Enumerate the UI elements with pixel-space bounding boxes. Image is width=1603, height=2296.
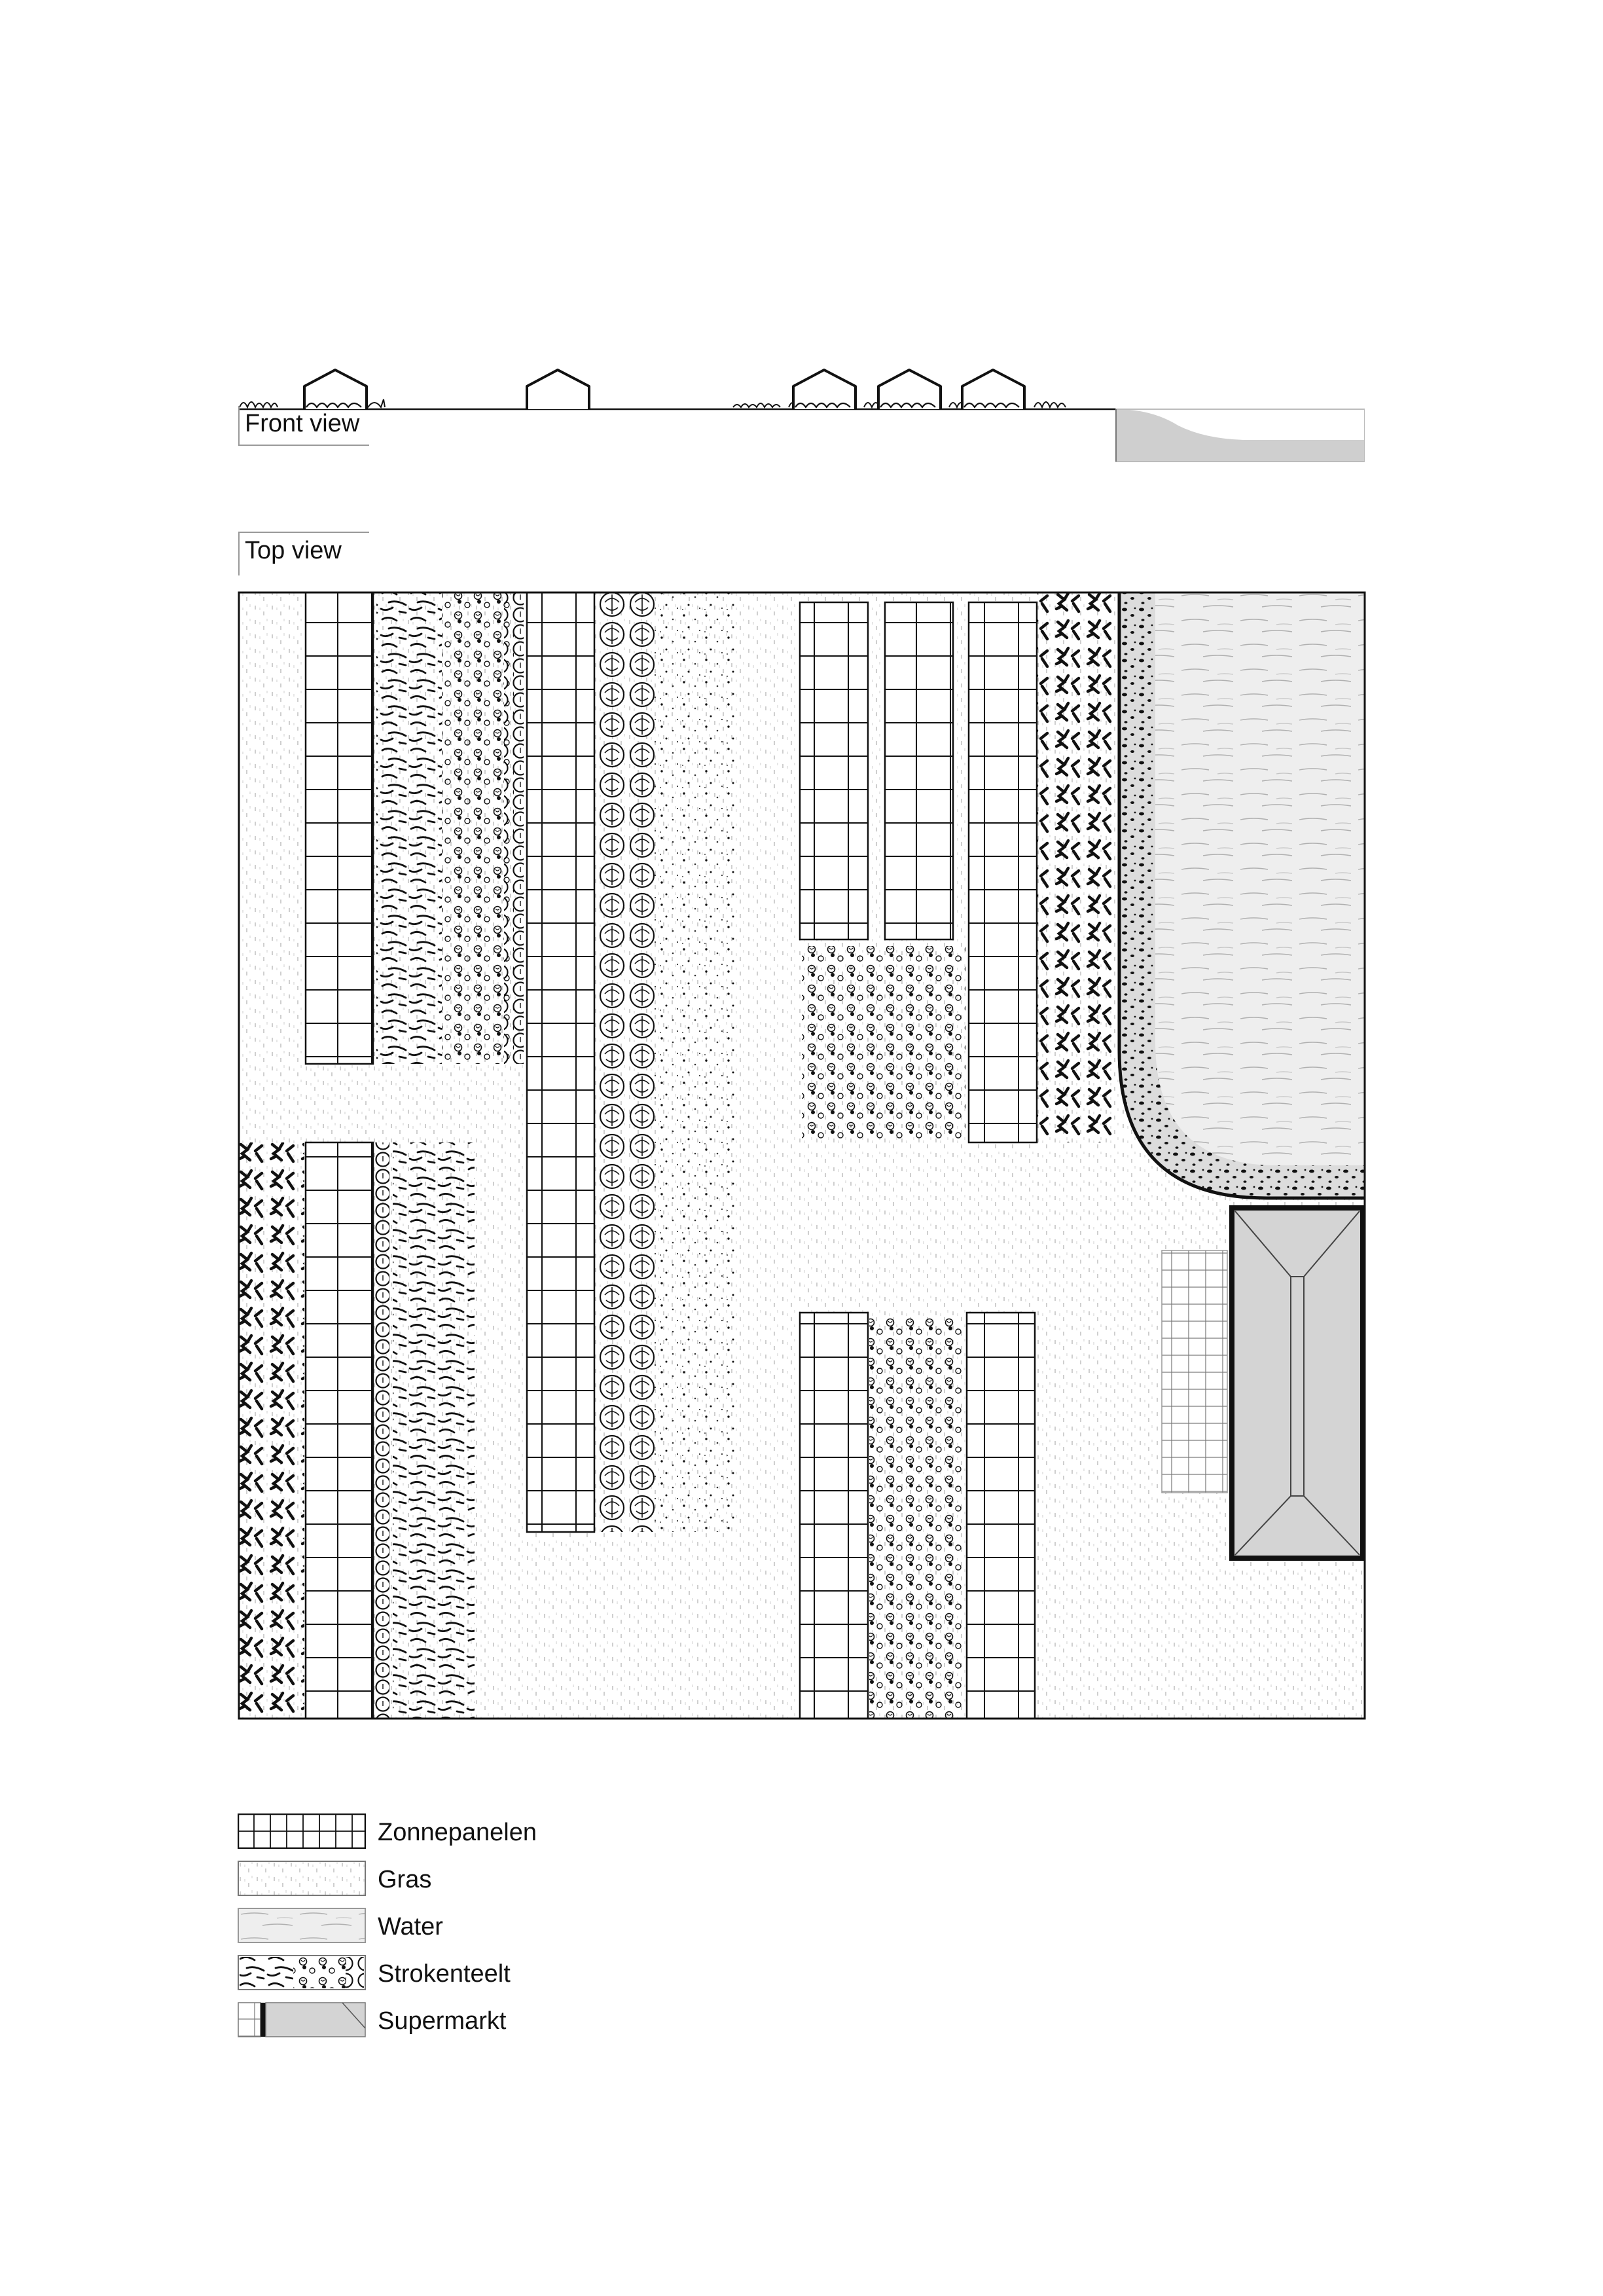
- solar-array: [306, 1142, 373, 1719]
- water-ripple-swatch: [238, 1908, 366, 1943]
- legend-label: Strokenteelt: [378, 1960, 511, 1988]
- grass-hatch-swatch: [238, 1861, 366, 1896]
- solar-array: [967, 1313, 1035, 1719]
- top-view-label: Top view: [238, 532, 369, 575]
- solar-array: [969, 602, 1037, 1142]
- crop-block-top-right: [802, 946, 965, 1139]
- top-view-plan: [236, 589, 1368, 1722]
- water-pond: [1155, 592, 1365, 1165]
- supermarket-roof-swatch: [238, 2002, 366, 2037]
- solar-array: [527, 592, 594, 1532]
- solar-array: [800, 1313, 868, 1719]
- legend-label: Zonnepanelen: [378, 1819, 537, 1846]
- solar-panel-grid-swatch: [238, 1813, 366, 1849]
- tree-row: [594, 592, 655, 1532]
- solar-array: [800, 602, 868, 939]
- stroke-strip-left: [393, 1142, 475, 1719]
- legend-label: Supermarkt: [378, 2007, 507, 2035]
- shrub-strip-right: [1037, 592, 1116, 1142]
- supermarket-building: [1232, 1208, 1363, 1558]
- supermarket-parking-tiles: [1162, 1250, 1227, 1493]
- front-view-elevation: [236, 360, 1365, 465]
- crop-block-bottom: [869, 1316, 964, 1719]
- shrub-strip-left: [239, 1142, 304, 1719]
- solar-array: [885, 602, 953, 939]
- solar-array: [306, 592, 373, 1064]
- strip-crop-strokes: [376, 592, 442, 1064]
- strip-crop-swatch: [238, 1955, 366, 1990]
- water-slope: [1116, 409, 1365, 462]
- legend-label: Water: [378, 1913, 443, 1941]
- dotted-crop-strip: [655, 592, 736, 1532]
- legend-label: Gras: [378, 1866, 432, 1893]
- front-view-label: Front view: [238, 406, 369, 446]
- strip-crop-beds: [442, 592, 514, 1064]
- strip-crop-rings: [504, 592, 524, 1064]
